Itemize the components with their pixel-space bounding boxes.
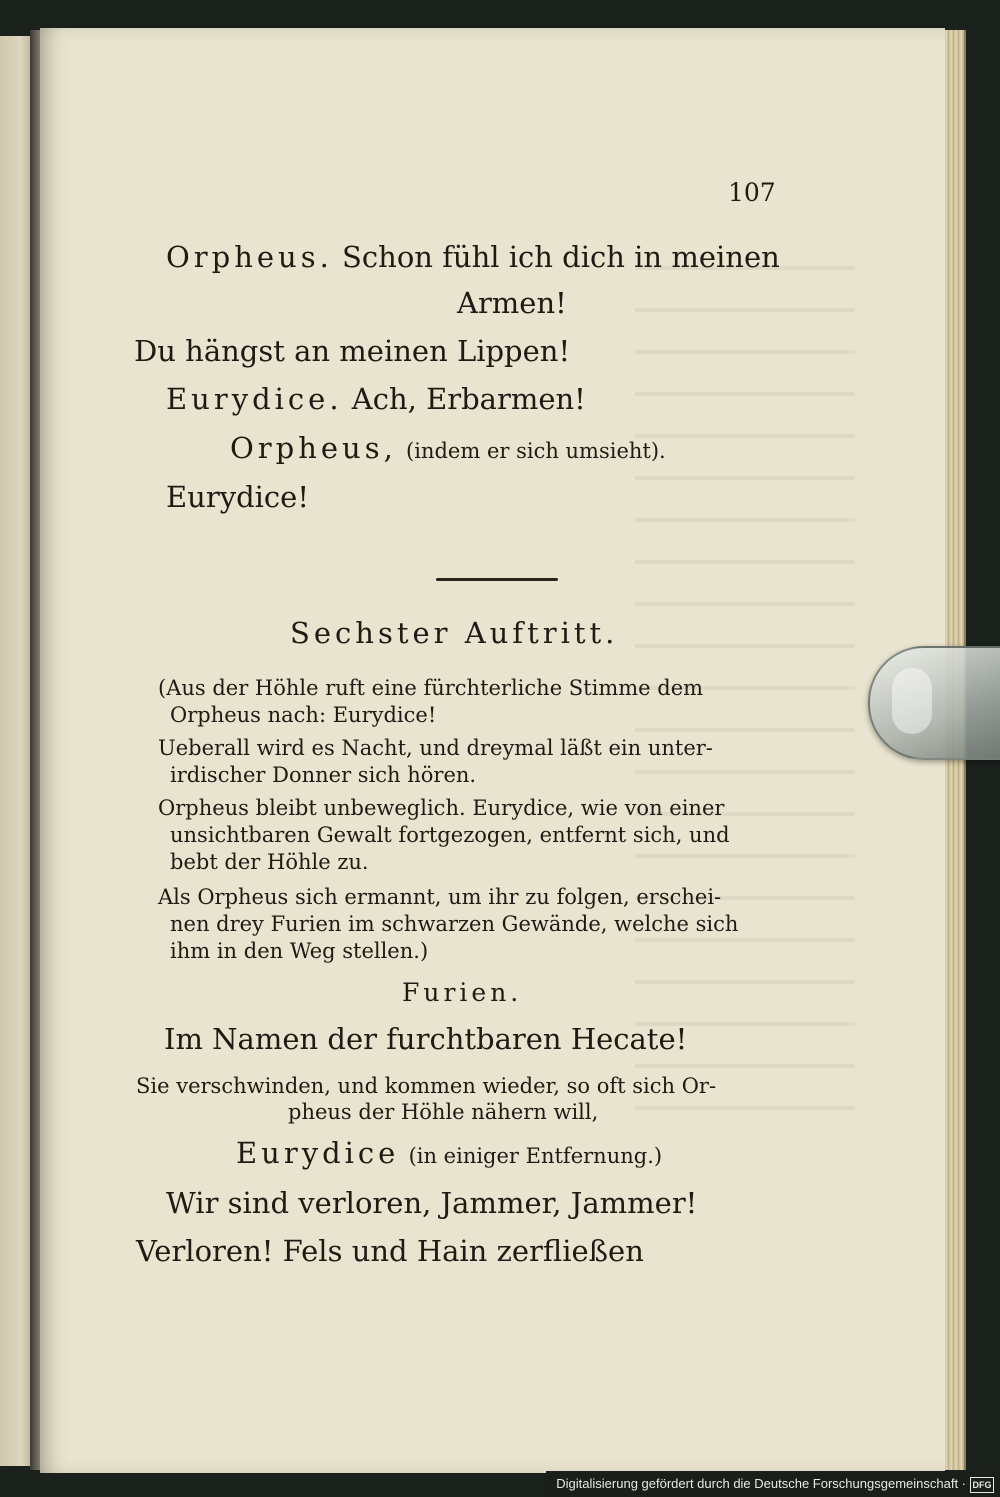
furien-direction-line: Sie verschwinden, und kommen wieder, so oft sich Or- [136, 1074, 717, 1098]
closing-line-1: Wir sind verloren, Jammer, Jammer! [166, 1186, 698, 1220]
section-divider [436, 578, 558, 581]
stage-direction-line: Als Orpheus sich ermannt, um ihr zu folgen, erschei- [158, 885, 722, 909]
line-5-direction: (indem er sich umsieht). [406, 439, 666, 463]
line-6: Eurydice! [166, 480, 309, 514]
stage-direction-line: Orpheus nach: Eurydice! [170, 703, 437, 727]
line-5 [230, 431, 666, 465]
closing-line-2: Verloren! Fels und Hain zerfließen [136, 1234, 644, 1268]
line-2: Armen! [457, 286, 567, 320]
stage-direction-line: nen drey Furien im schwarzen Gewände, welche sich [170, 912, 739, 936]
eurydice-cue [236, 1136, 662, 1170]
line-1-text: Schon fühl ich dich in meinen [342, 240, 780, 274]
furien-direction-line: pheus der Höhle nähern will, [288, 1100, 599, 1124]
facing-page-edge [0, 36, 34, 1466]
stage-direction-line: Orpheus bleibt unbeweglich. Eurydice, wie von einer [158, 796, 725, 820]
stage-direction-line: Ueberall wird es Nacht, und dreymal läßt ein unter- [158, 736, 713, 760]
eurydice-direction: (in einiger Entfernung.) [408, 1144, 663, 1168]
stage-direction-line: bebt der Höhle zu. [170, 850, 369, 874]
line-4 [166, 382, 586, 416]
speaker-eurydice-2: Eurydice [236, 1136, 400, 1170]
line-3: Du hängst an meinen Lippen! [134, 334, 571, 368]
stage-direction-line: irdischer Donner sich hören. [170, 763, 477, 787]
funding-footer [546, 1471, 1000, 1497]
footer-text: Digitalisierung gefördert durch die Deutsche Forschungsgemeinschaft · [556, 1476, 966, 1491]
line-1 [166, 240, 780, 274]
page-number: 107 [728, 178, 776, 207]
scene-title: Sechster Auftritt. [290, 616, 619, 650]
furien-line: Im Namen der furchtbaren Hecate! [164, 1022, 688, 1056]
stage-direction-line: ihm in den Weg stellen.) [170, 939, 429, 963]
line-4-text: Ach, Erbarmen! [351, 382, 586, 416]
speaker-orpheus-2: Orpheus, [230, 431, 397, 465]
speaker-orpheus: Orpheus. [166, 240, 333, 274]
page-clip [868, 646, 1000, 760]
dfg-logo-icon: DFG [970, 1477, 994, 1493]
stage-direction-line: unsichtbaren Gewalt fortgezogen, entfernt sich, und [170, 823, 730, 847]
stage-direction-line: (Aus der Höhle ruft eine fürchterliche Stimme dem [158, 676, 704, 700]
book-page [40, 28, 945, 1473]
speaker-eurydice: Eurydice. [166, 382, 343, 416]
speaker-furien: Furien. [402, 978, 523, 1007]
